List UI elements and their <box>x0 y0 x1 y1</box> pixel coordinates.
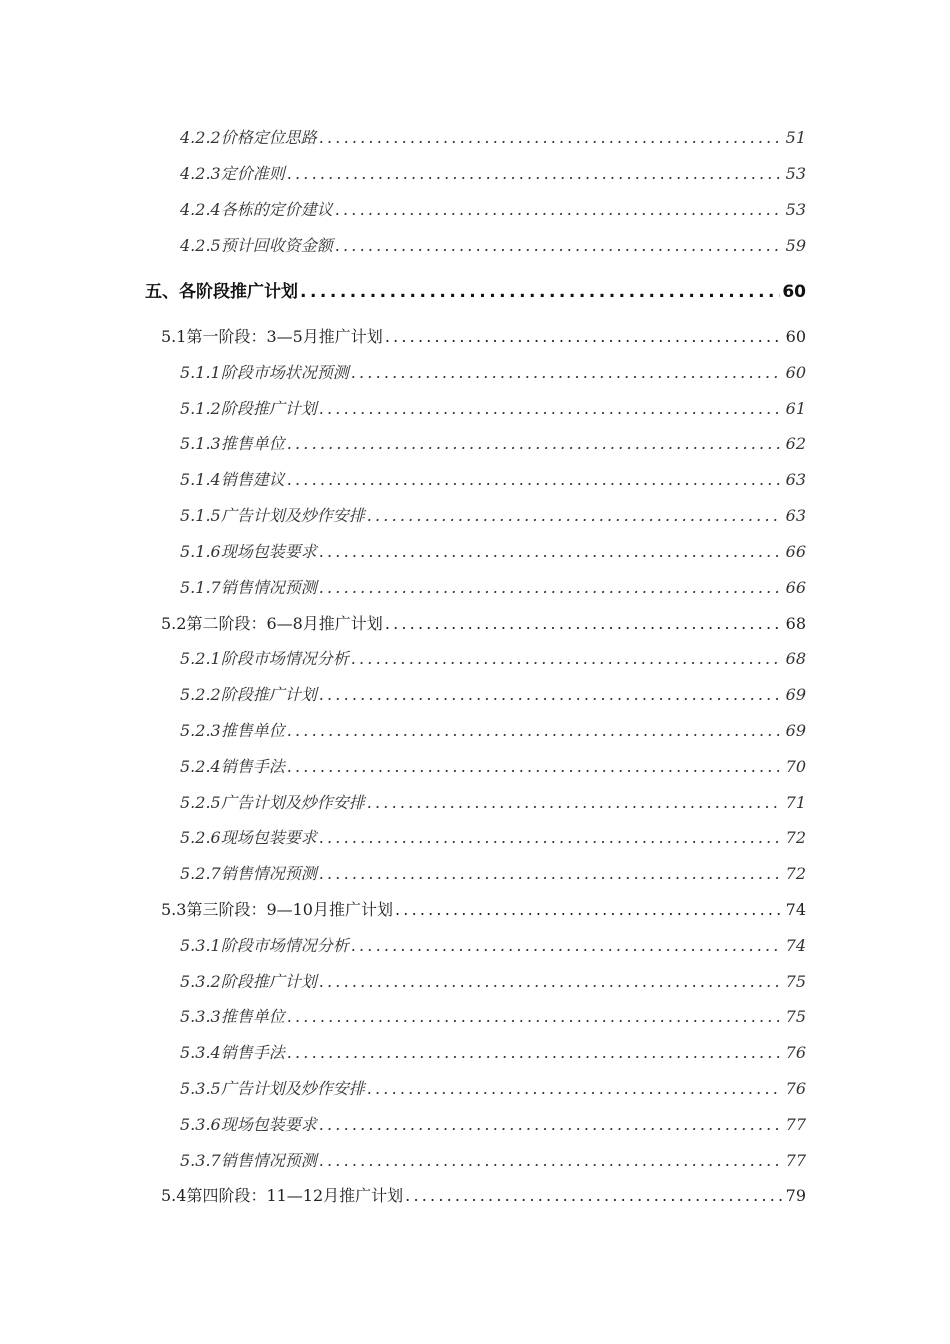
toc-entry-4-2-3[interactable] <box>180 160 806 188</box>
toc-section-5-2[interactable] <box>161 610 806 638</box>
toc-page-number: 72 <box>785 864 806 883</box>
toc-page-number: 69 <box>785 721 806 740</box>
toc-entry-5-3-3[interactable] <box>180 1003 806 1031</box>
toc-entry-title: 5.1.5广告计划及炒作安排 <box>180 506 365 525</box>
toc-page-number: 75 <box>785 1007 806 1026</box>
toc-entry-title: 5.3.3推售单位 <box>180 1007 285 1026</box>
toc-dot-leader <box>319 124 782 152</box>
toc-entry-5-1-5[interactable] <box>180 502 806 530</box>
toc-entry-5-3-6[interactable] <box>180 1111 806 1139</box>
toc-page-number: 69 <box>785 685 806 704</box>
toc-dot-leader <box>405 1182 782 1210</box>
toc-dot-leader <box>287 466 782 494</box>
toc-page-number: 53 <box>785 200 806 219</box>
toc-page-number: 60 <box>785 363 806 382</box>
toc-chapter-5[interactable] <box>145 278 806 306</box>
toc-entry-title: 4.2.2价格定位思路 <box>180 128 317 147</box>
toc-dot-leader <box>395 896 782 924</box>
toc-entry-title: 5.1.2阶段推广计划 <box>180 399 317 418</box>
toc-dot-leader <box>319 968 782 996</box>
toc-dot-leader <box>319 395 782 423</box>
toc-entry-title: 5.3.4销售手法 <box>180 1043 285 1062</box>
toc-entry-5-1-3[interactable] <box>180 430 806 458</box>
toc-entry-title: 5.4第四阶段：11—12月推广计划 <box>161 1186 404 1205</box>
toc-entry-4-2-5[interactable] <box>180 232 806 260</box>
toc-page-number: 61 <box>785 399 806 418</box>
toc-page-number: 60 <box>782 282 806 302</box>
toc-entry-5-1-2[interactable] <box>180 395 806 423</box>
toc-section-5-3[interactable] <box>161 896 806 924</box>
toc-page-number: 79 <box>785 1186 806 1205</box>
toc-page-number: 77 <box>785 1151 806 1170</box>
toc-page-number: 66 <box>785 542 806 561</box>
toc-dot-leader <box>319 538 782 566</box>
toc-entry-5-2-2[interactable] <box>180 681 806 709</box>
toc-entry-title: 5.2.4销售手法 <box>180 757 285 776</box>
toc-dot-leader <box>385 610 782 638</box>
toc-section-5-1[interactable] <box>161 323 806 351</box>
toc-dot-leader <box>319 681 782 709</box>
toc-entry-5-2-1[interactable] <box>180 645 806 673</box>
toc-dot-leader <box>367 789 782 817</box>
toc-entry-5-1-7[interactable] <box>180 574 806 602</box>
toc-dot-leader <box>367 502 782 530</box>
toc-entry-5-2-5[interactable] <box>180 789 806 817</box>
toc-dot-leader <box>319 824 782 852</box>
toc-dot-leader <box>287 1003 782 1031</box>
toc-dot-leader <box>335 196 782 224</box>
toc-entry-4-2-2[interactable] <box>180 124 806 152</box>
toc-entry-4-2-4[interactable] <box>180 196 806 224</box>
toc-page-number: 63 <box>785 506 806 525</box>
toc-page-number: 71 <box>785 793 806 812</box>
toc-entry-5-2-4[interactable] <box>180 753 806 781</box>
toc-entry-5-3-4[interactable] <box>180 1039 806 1067</box>
toc-page-number: 53 <box>785 164 806 183</box>
toc-dot-leader <box>287 753 782 781</box>
toc-entry-title: 5.1.6现场包装要求 <box>180 542 317 561</box>
toc-entry-title: 5.1.1阶段市场状况预测 <box>180 363 349 382</box>
toc-entry-title: 5.2.5广告计划及炒作安排 <box>180 793 365 812</box>
toc-entry-title: 5.1.7销售情况预测 <box>180 578 317 597</box>
toc-entry-title: 5.3.5广告计划及炒作安排 <box>180 1079 365 1098</box>
toc-page-number: 76 <box>785 1043 806 1062</box>
toc-page-number: 66 <box>785 578 806 597</box>
toc-entry-5-3-1[interactable] <box>180 932 806 960</box>
toc-entry-title: 4.2.5预计回收资金额 <box>180 236 333 255</box>
toc-dot-leader <box>335 232 782 260</box>
toc-entry-title: 5.2.7销售情况预测 <box>180 864 317 883</box>
toc-page-number: 75 <box>785 972 806 991</box>
toc-dot-leader <box>300 278 780 306</box>
toc-page-number: 76 <box>785 1079 806 1098</box>
toc-entry-title: 5.3第三阶段：9—10月推广计划 <box>161 900 393 919</box>
toc-dot-leader <box>367 1075 782 1103</box>
toc-entry-title: 5.1.4销售建议 <box>180 470 285 489</box>
toc-page-number: 74 <box>785 936 806 955</box>
toc-dot-leader <box>287 717 782 745</box>
toc-page-number: 59 <box>785 236 806 255</box>
toc-entry-title: 5.2第二阶段：6—8月推广计划 <box>161 614 383 633</box>
toc-page-number: 68 <box>785 614 806 633</box>
toc-dot-leader <box>351 932 782 960</box>
toc-entry-5-2-3[interactable] <box>180 717 806 745</box>
toc-entry-title: 5.2.6现场包装要求 <box>180 828 317 847</box>
toc-entry-5-2-7[interactable] <box>180 860 806 888</box>
toc-entry-5-2-6[interactable] <box>180 824 806 852</box>
toc-page-number: 62 <box>785 434 806 453</box>
toc-entry-title: 5.3.7销售情况预测 <box>180 1151 317 1170</box>
toc-entry-5-3-7[interactable] <box>180 1147 806 1175</box>
toc-entry-title: 5.3.1阶段市场情况分析 <box>180 936 349 955</box>
toc-entry-title: 5.2.3推售单位 <box>180 721 285 740</box>
toc-dot-leader <box>319 1111 782 1139</box>
toc-dot-leader <box>319 1147 782 1175</box>
toc-dot-leader <box>385 323 782 351</box>
toc-entry-title: 五、各阶段推广计划 <box>145 282 298 302</box>
toc-entry-title: 5.3.2阶段推广计划 <box>180 972 317 991</box>
toc-entry-title: 5.2.2阶段推广计划 <box>180 685 317 704</box>
toc-entry-title: 4.2.4各栋的定价建议 <box>180 200 333 219</box>
toc-entry-title: 4.2.3定价准则 <box>180 164 285 183</box>
toc-page-number: 51 <box>785 128 806 147</box>
toc-page-number: 72 <box>785 828 806 847</box>
toc-entry-5-3-5[interactable] <box>180 1075 806 1103</box>
toc-page-number: 60 <box>785 327 806 346</box>
toc-entry-5-3-2[interactable] <box>180 968 806 996</box>
toc-page-number: 70 <box>785 757 806 776</box>
toc-dot-leader <box>319 574 782 602</box>
toc-section-5-4[interactable] <box>161 1182 806 1210</box>
toc-dot-leader <box>287 430 782 458</box>
toc-dot-leader <box>351 645 782 673</box>
toc-entry-5-1-4[interactable] <box>180 466 806 494</box>
toc-dot-leader <box>351 359 782 387</box>
toc-entry-title: 5.1.3推售单位 <box>180 434 285 453</box>
toc-entry-5-1-6[interactable] <box>180 538 806 566</box>
toc-entry-title: 5.1第一阶段：3—5月推广计划 <box>161 327 383 346</box>
toc-page-number: 63 <box>785 470 806 489</box>
toc-page-number: 77 <box>785 1115 806 1134</box>
toc-dot-leader <box>287 1039 782 1067</box>
toc-entry-5-1-1[interactable] <box>180 359 806 387</box>
toc-page-number: 68 <box>785 649 806 668</box>
toc-entry-title: 5.3.6现场包装要求 <box>180 1115 317 1134</box>
toc-dot-leader <box>287 160 782 188</box>
toc-dot-leader <box>319 860 782 888</box>
toc-entry-title: 5.2.1阶段市场情况分析 <box>180 649 349 668</box>
toc-page-number: 74 <box>785 900 806 919</box>
